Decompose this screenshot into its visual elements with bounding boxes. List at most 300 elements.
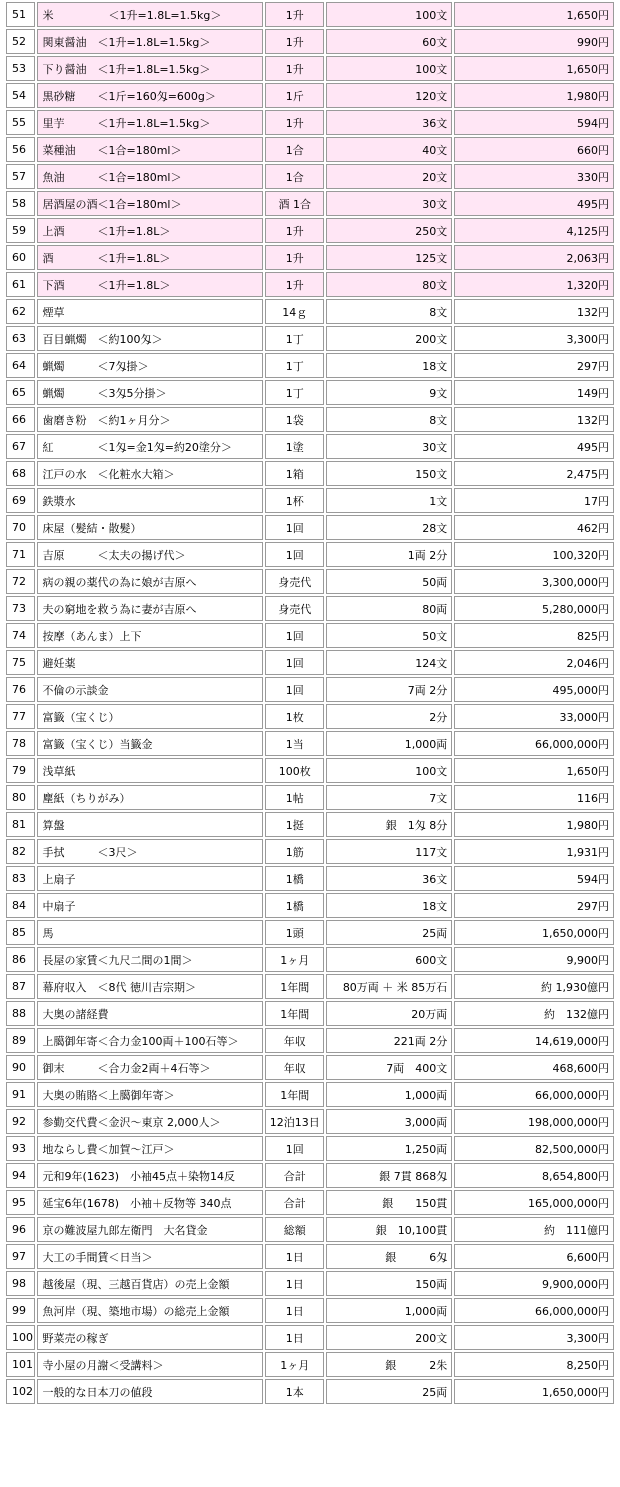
modern-price-yen: 66,000,000円: [454, 1082, 614, 1107]
edo-price: 1文: [326, 488, 452, 513]
item-name: 魚油 ＜1合=180ml＞: [37, 164, 263, 189]
modern-price-yen: 330円: [454, 164, 614, 189]
unit: 1橋: [265, 866, 324, 891]
item-name: 病の親の薬代の為に娘が吉原へ: [37, 569, 263, 594]
unit: 1本: [265, 1379, 324, 1404]
modern-price-yen: 495円: [454, 191, 614, 216]
table-body: [6, 2, 614, 1404]
edo-price: 25両: [326, 1379, 452, 1404]
modern-price-yen: 594円: [454, 110, 614, 135]
edo-price: 80文: [326, 272, 452, 297]
edo-price: 124文: [326, 650, 452, 675]
unit: 1挺: [265, 812, 324, 837]
modern-price-yen: 2,475円: [454, 461, 614, 486]
unit: 1塗: [265, 434, 324, 459]
item-name: 塵紙（ちりがみ）: [37, 785, 263, 810]
row-number: 75: [6, 650, 35, 675]
edo-price: 50文: [326, 623, 452, 648]
edo-price: 200文: [326, 1325, 452, 1350]
row-number: 87: [6, 974, 35, 999]
modern-price-yen: 2,046円: [454, 650, 614, 675]
modern-price-yen: 297円: [454, 353, 614, 378]
row-number: 74: [6, 623, 35, 648]
modern-price-yen: 17円: [454, 488, 614, 513]
unit: 合計: [265, 1163, 324, 1188]
unit: 1合: [265, 137, 324, 162]
unit: 1升: [265, 2, 324, 27]
item-name: 京の難波屋九郎左衛門 大名貸金: [37, 1217, 263, 1242]
edo-price: 18文: [326, 893, 452, 918]
table-row: [6, 272, 614, 297]
item-name: 下り醤油 ＜1升=1.8L=1.5kg＞: [37, 56, 263, 81]
row-number: 98: [6, 1271, 35, 1296]
edo-price: 200文: [326, 326, 452, 351]
table-row: [6, 29, 614, 54]
unit: 1ヶ月: [265, 947, 324, 972]
item-name: 床屋（髪結・散髪）: [37, 515, 263, 540]
edo-price: 100文: [326, 56, 452, 81]
row-number: 71: [6, 542, 35, 567]
item-name: 中扇子: [37, 893, 263, 918]
edo-price: 30文: [326, 434, 452, 459]
unit: 1年間: [265, 1001, 324, 1026]
unit: 1丁: [265, 380, 324, 405]
table-row: [6, 1055, 614, 1080]
unit: 14ｇ: [265, 299, 324, 324]
unit: 1橋: [265, 893, 324, 918]
table-row: [6, 542, 614, 567]
modern-price-yen: 1,650,000円: [454, 920, 614, 945]
unit: 1丁: [265, 326, 324, 351]
item-name: 一般的な日本刀の値段: [37, 1379, 263, 1404]
row-number: 54: [6, 83, 35, 108]
edo-price: 60文: [326, 29, 452, 54]
edo-price: 銀 6匁: [326, 1244, 452, 1269]
edo-price: 100文: [326, 758, 452, 783]
item-name: 魚河岸（現、築地市場）の総売上金額: [37, 1298, 263, 1323]
item-name: 富籤（宝くじ）: [37, 704, 263, 729]
table-row: [6, 245, 614, 270]
table-row: [6, 1001, 614, 1026]
row-number: 89: [6, 1028, 35, 1053]
item-name: 黒砂糖 ＜1斤=160匁=600g＞: [37, 83, 263, 108]
table-row: [6, 137, 614, 162]
table-row: [6, 1109, 614, 1134]
item-name: 鉄漿水: [37, 488, 263, 513]
table-row: [6, 299, 614, 324]
item-name: 米 ＜1升=1.8L=1.5kg＞: [37, 2, 263, 27]
modern-price-yen: 8,250円: [454, 1352, 614, 1377]
modern-price-yen: 594円: [454, 866, 614, 891]
row-number: 73: [6, 596, 35, 621]
unit: 1回: [265, 650, 324, 675]
modern-price-yen: 3,300円: [454, 326, 614, 351]
edo-price: 18文: [326, 353, 452, 378]
unit: 1日: [265, 1271, 324, 1296]
item-name: 越後屋（現、三越百貨店）の売上金額: [37, 1271, 263, 1296]
modern-price-yen: 116円: [454, 785, 614, 810]
item-name: 上臈御年寄＜合力金100両＋100石等＞: [37, 1028, 263, 1053]
item-name: 御末 ＜合力金2両＋4石等＞: [37, 1055, 263, 1080]
row-number: 102: [6, 1379, 35, 1404]
edo-price: 2分: [326, 704, 452, 729]
row-number: 78: [6, 731, 35, 756]
table-row: [6, 731, 614, 756]
edo-price-table: [4, 0, 616, 1406]
unit: 1回: [265, 623, 324, 648]
row-number: 64: [6, 353, 35, 378]
row-number: 86: [6, 947, 35, 972]
unit: 1升: [265, 245, 324, 270]
edo-price: 150両: [326, 1271, 452, 1296]
modern-price-yen: 5,280,000円: [454, 596, 614, 621]
unit: 100枚: [265, 758, 324, 783]
row-number: 63: [6, 326, 35, 351]
row-number: 65: [6, 380, 35, 405]
edo-price: 1,000両: [326, 1082, 452, 1107]
row-number: 97: [6, 1244, 35, 1269]
edo-price: 40文: [326, 137, 452, 162]
table-row: [6, 1190, 614, 1215]
modern-price-yen: 33,000円: [454, 704, 614, 729]
edo-price: 銀 7貫 868匁: [326, 1163, 452, 1188]
edo-price: 20文: [326, 164, 452, 189]
item-name: 百目蝋燭 ＜約100匁＞: [37, 326, 263, 351]
row-number: 57: [6, 164, 35, 189]
edo-price: 8文: [326, 407, 452, 432]
modern-price-yen: 4,125円: [454, 218, 614, 243]
edo-price: 600文: [326, 947, 452, 972]
table-row: [6, 1352, 614, 1377]
table-row: [6, 785, 614, 810]
modern-price-yen: 297円: [454, 893, 614, 918]
modern-price-yen: 165,000,000円: [454, 1190, 614, 1215]
edo-price: 1,000両: [326, 1298, 452, 1323]
modern-price-yen: 990円: [454, 29, 614, 54]
item-name: 延宝6年(1678) 小袖＋反物等 340点: [37, 1190, 263, 1215]
edo-price: 28文: [326, 515, 452, 540]
item-name: 煙草: [37, 299, 263, 324]
modern-price-yen: 3,300,000円: [454, 569, 614, 594]
modern-price-yen: 14,619,000円: [454, 1028, 614, 1053]
item-name: 長屋の家賃＜九尺二間の1間＞: [37, 947, 263, 972]
table-row: [6, 623, 614, 648]
row-number: 80: [6, 785, 35, 810]
row-number: 52: [6, 29, 35, 54]
table-row: [6, 515, 614, 540]
table-row: [6, 704, 614, 729]
item-name: 避妊薬: [37, 650, 263, 675]
row-number: 79: [6, 758, 35, 783]
table-row: [6, 353, 614, 378]
item-name: 蝋燭 ＜7匁掛＞: [37, 353, 263, 378]
modern-price-yen: 132円: [454, 407, 614, 432]
modern-price-yen: 2,063円: [454, 245, 614, 270]
modern-price-yen: 6,600円: [454, 1244, 614, 1269]
modern-price-yen: 825円: [454, 623, 614, 648]
edo-price: 36文: [326, 110, 452, 135]
item-name: 大奥の諸経費: [37, 1001, 263, 1026]
unit: 1升: [265, 56, 324, 81]
unit: 身売代: [265, 596, 324, 621]
row-number: 99: [6, 1298, 35, 1323]
unit: 1回: [265, 1136, 324, 1161]
item-name: 酒 ＜1升=1.8L＞: [37, 245, 263, 270]
unit: 1回: [265, 515, 324, 540]
modern-price-yen: 82,500,000円: [454, 1136, 614, 1161]
edo-price: 125文: [326, 245, 452, 270]
modern-price-yen: 495円: [454, 434, 614, 459]
row-number: 96: [6, 1217, 35, 1242]
edo-price: 銀 2朱: [326, 1352, 452, 1377]
modern-price-yen: 3,300円: [454, 1325, 614, 1350]
row-number: 101: [6, 1352, 35, 1377]
unit: 1日: [265, 1298, 324, 1323]
modern-price-yen: 1,650,000円: [454, 1379, 614, 1404]
unit: 1箱: [265, 461, 324, 486]
price-table-container: [4, 0, 616, 1406]
item-name: 参勤交代費＜金沢～東京 2,000人＞: [37, 1109, 263, 1134]
item-name: 上酒 ＜1升=1.8L＞: [37, 218, 263, 243]
unit: 1袋: [265, 407, 324, 432]
table-row: [6, 974, 614, 999]
row-number: 93: [6, 1136, 35, 1161]
modern-price-yen: 462円: [454, 515, 614, 540]
unit: 総額: [265, 1217, 324, 1242]
item-name: 夫の窮地を救う為に妻が吉原へ: [37, 596, 263, 621]
table-row: [6, 488, 614, 513]
item-name: 上扇子: [37, 866, 263, 891]
table-row: [6, 434, 614, 459]
table-row: [6, 218, 614, 243]
modern-price-yen: 8,654,800円: [454, 1163, 614, 1188]
row-number: 100: [6, 1325, 35, 1350]
unit: 1ヶ月: [265, 1352, 324, 1377]
edo-price: 250文: [326, 218, 452, 243]
item-name: 富籤（宝くじ）当籤金: [37, 731, 263, 756]
row-number: 88: [6, 1001, 35, 1026]
modern-price-yen: 9,900円: [454, 947, 614, 972]
table-row: [6, 1271, 614, 1296]
item-name: 地ならし費＜加賀～江戸＞: [37, 1136, 263, 1161]
item-name: 手拭 ＜3尺＞: [37, 839, 263, 864]
modern-price-yen: 1,650円: [454, 56, 614, 81]
item-name: 居酒屋の酒＜1合=180ml＞: [37, 191, 263, 216]
item-name: 馬: [37, 920, 263, 945]
modern-price-yen: 66,000,000円: [454, 731, 614, 756]
row-number: 77: [6, 704, 35, 729]
row-number: 53: [6, 56, 35, 81]
unit: 1合: [265, 164, 324, 189]
row-number: 81: [6, 812, 35, 837]
table-row: [6, 2, 614, 27]
modern-price-yen: 468,600円: [454, 1055, 614, 1080]
table-row: [6, 947, 614, 972]
item-name: 按摩（あんま）上下: [37, 623, 263, 648]
row-number: 85: [6, 920, 35, 945]
table-row: [6, 1298, 614, 1323]
item-name: 野菜売の稼ぎ: [37, 1325, 263, 1350]
edo-price: 36文: [326, 866, 452, 891]
unit: 1日: [265, 1244, 324, 1269]
row-number: 72: [6, 569, 35, 594]
table-row: [6, 812, 614, 837]
row-number: 55: [6, 110, 35, 135]
table-row: [6, 56, 614, 81]
item-name: 蝋燭 ＜3匁5分掛＞: [37, 380, 263, 405]
item-name: 歯磨き粉 ＜約1ヶ月分＞: [37, 407, 263, 432]
edo-price: 30文: [326, 191, 452, 216]
table-row: [6, 1379, 614, 1404]
unit: 合計: [265, 1190, 324, 1215]
row-number: 92: [6, 1109, 35, 1134]
item-name: 大奥の賄賂＜上臈御年寄＞: [37, 1082, 263, 1107]
edo-price: 7文: [326, 785, 452, 810]
table-row: [6, 191, 614, 216]
item-name: 算盤: [37, 812, 263, 837]
row-number: 59: [6, 218, 35, 243]
table-row: [6, 407, 614, 432]
row-number: 66: [6, 407, 35, 432]
edo-price: 80両: [326, 596, 452, 621]
item-name: 下酒 ＜1升=1.8L＞: [37, 272, 263, 297]
table-row: [6, 83, 614, 108]
edo-price: 9文: [326, 380, 452, 405]
edo-price: 221両 2分: [326, 1028, 452, 1053]
edo-price: 50両: [326, 569, 452, 594]
edo-price: 1両 2分: [326, 542, 452, 567]
table-row: [6, 866, 614, 891]
edo-price: 銀 150貫: [326, 1190, 452, 1215]
table-row: [6, 839, 614, 864]
modern-price-yen: 約 1,930億円: [454, 974, 614, 999]
table-row: [6, 758, 614, 783]
table-row: [6, 920, 614, 945]
unit: 年収: [265, 1028, 324, 1053]
unit: 1筋: [265, 839, 324, 864]
row-number: 76: [6, 677, 35, 702]
row-number: 94: [6, 1163, 35, 1188]
table-row: [6, 1244, 614, 1269]
modern-price-yen: 1,931円: [454, 839, 614, 864]
modern-price-yen: 1,980円: [454, 812, 614, 837]
modern-price-yen: 66,000,000円: [454, 1298, 614, 1323]
item-name: 菜種油 ＜1合=180ml＞: [37, 137, 263, 162]
table-row: [6, 1136, 614, 1161]
row-number: 62: [6, 299, 35, 324]
item-name: 寺小屋の月謝＜受講料＞: [37, 1352, 263, 1377]
unit: 1斤: [265, 83, 324, 108]
item-name: 元和9年(1623) 小袖45点＋染物14反: [37, 1163, 263, 1188]
table-row: [6, 326, 614, 351]
unit: 身売代: [265, 569, 324, 594]
unit: 1回: [265, 542, 324, 567]
table-row: [6, 1325, 614, 1350]
unit: 1頭: [265, 920, 324, 945]
modern-price-yen: 約 111億円: [454, 1217, 614, 1242]
edo-price: 120文: [326, 83, 452, 108]
table-row: [6, 164, 614, 189]
table-row: [6, 1217, 614, 1242]
unit: 1杯: [265, 488, 324, 513]
item-name: 不倫の示談金: [37, 677, 263, 702]
unit: 1日: [265, 1325, 324, 1350]
table-row: [6, 677, 614, 702]
table-row: [6, 461, 614, 486]
unit: 1当: [265, 731, 324, 756]
edo-price: 7両 400文: [326, 1055, 452, 1080]
row-number: 95: [6, 1190, 35, 1215]
unit: 1年間: [265, 974, 324, 999]
row-number: 58: [6, 191, 35, 216]
row-number: 83: [6, 866, 35, 891]
edo-price: 銀 1匁 8分: [326, 812, 452, 837]
row-number: 82: [6, 839, 35, 864]
unit: 1升: [265, 218, 324, 243]
modern-price-yen: 1,650円: [454, 2, 614, 27]
table-row: [6, 650, 614, 675]
edo-price: 7両 2分: [326, 677, 452, 702]
edo-price: 1,250両: [326, 1136, 452, 1161]
row-number: 60: [6, 245, 35, 270]
table-row: [6, 893, 614, 918]
modern-price-yen: 132円: [454, 299, 614, 324]
unit: 1升: [265, 29, 324, 54]
edo-price: 150文: [326, 461, 452, 486]
edo-price: 1,000両: [326, 731, 452, 756]
edo-price: 銀 10,100貫: [326, 1217, 452, 1242]
row-number: 67: [6, 434, 35, 459]
table-row: [6, 380, 614, 405]
modern-price-yen: 1,650円: [454, 758, 614, 783]
item-name: 紅 ＜1匁=金1匁=約20塗分＞: [37, 434, 263, 459]
table-row: [6, 1163, 614, 1188]
modern-price-yen: 9,900,000円: [454, 1271, 614, 1296]
unit: 年収: [265, 1055, 324, 1080]
row-number: 91: [6, 1082, 35, 1107]
edo-price: 3,000両: [326, 1109, 452, 1134]
unit: 1年間: [265, 1082, 324, 1107]
row-number: 68: [6, 461, 35, 486]
item-name: 里芋 ＜1升=1.8L=1.5kg＞: [37, 110, 263, 135]
modern-price-yen: 約 132億円: [454, 1001, 614, 1026]
unit: 1回: [265, 677, 324, 702]
modern-price-yen: 1,980円: [454, 83, 614, 108]
modern-price-yen: 495,000円: [454, 677, 614, 702]
edo-price: 8文: [326, 299, 452, 324]
modern-price-yen: 198,000,000円: [454, 1109, 614, 1134]
table-row: [6, 596, 614, 621]
item-name: 関東醤油 ＜1升=1.8L=1.5kg＞: [37, 29, 263, 54]
row-number: 70: [6, 515, 35, 540]
edo-price: 80万両 ＋ 米 85万石: [326, 974, 452, 999]
edo-price: 100文: [326, 2, 452, 27]
unit: 12泊13日: [265, 1109, 324, 1134]
row-number: 56: [6, 137, 35, 162]
item-name: 吉原 ＜太夫の揚げ代＞: [37, 542, 263, 567]
edo-price: 20万両: [326, 1001, 452, 1026]
modern-price-yen: 660円: [454, 137, 614, 162]
row-number: 61: [6, 272, 35, 297]
unit: 酒 1合: [265, 191, 324, 216]
modern-price-yen: 1,320円: [454, 272, 614, 297]
modern-price-yen: 149円: [454, 380, 614, 405]
row-number: 69: [6, 488, 35, 513]
unit: 1升: [265, 272, 324, 297]
unit: 1升: [265, 110, 324, 135]
item-name: 江戸の水 ＜化粧水大箱＞: [37, 461, 263, 486]
table-row: [6, 110, 614, 135]
